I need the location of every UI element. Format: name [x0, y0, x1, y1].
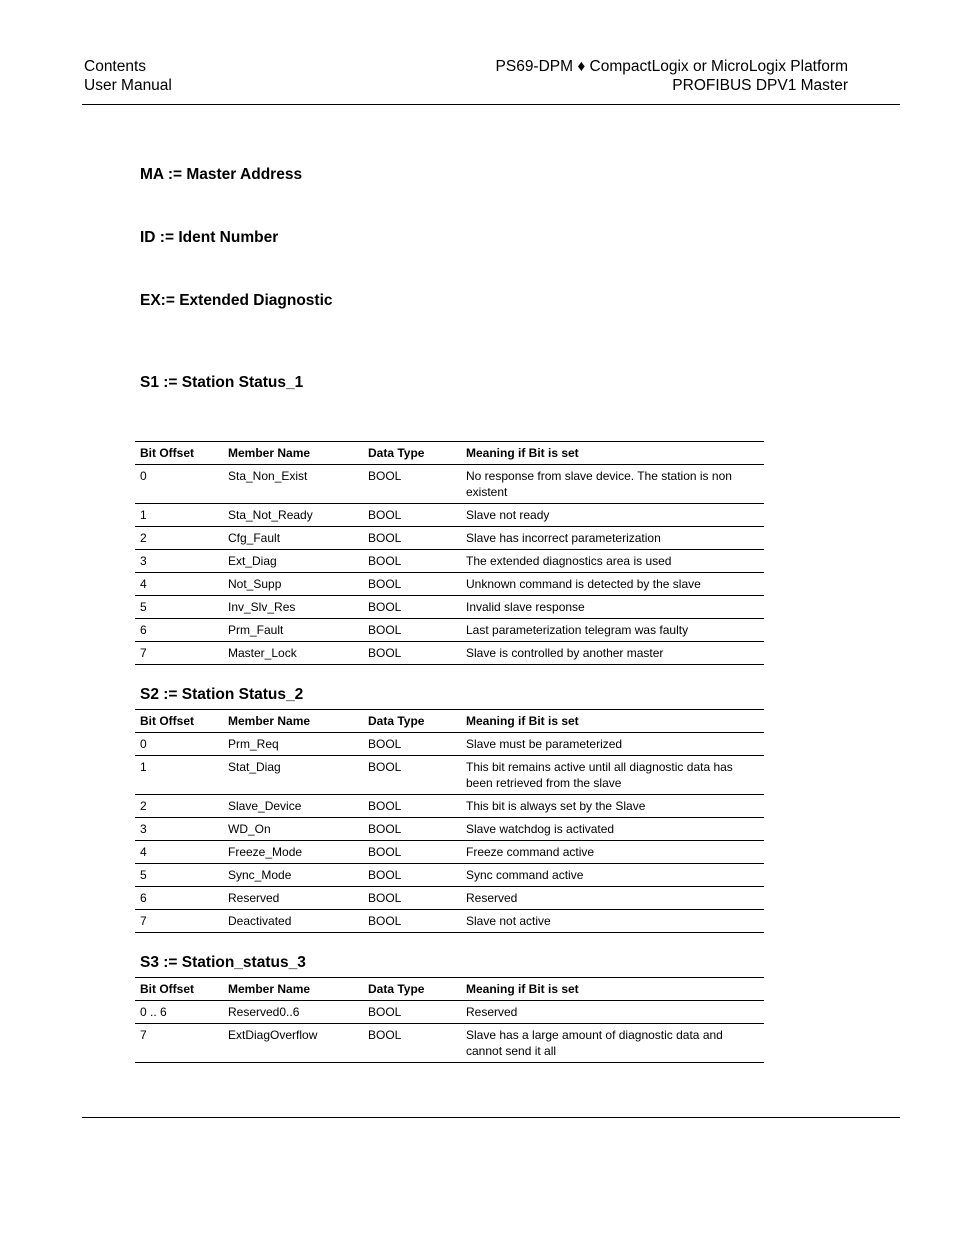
cell-meaning: Slave must be parameterized [461, 733, 764, 756]
table-row [135, 887, 764, 910]
column-header-member-name: Member Name [223, 442, 363, 465]
definition-extended-diagnostic: EX:= Extended Diagnostic [140, 292, 333, 309]
cell-member-name: Prm_Fault [223, 619, 363, 642]
cell-meaning: Slave watchdog is activated [461, 818, 764, 841]
cell-member-name: Freeze_Mode [223, 841, 363, 864]
cell-data-type: BOOL [363, 642, 461, 665]
table-row [135, 910, 764, 933]
cell-member-name: ExtDiagOverflow [223, 1024, 363, 1063]
table-row [135, 864, 764, 887]
cell-member-name: Master_Lock [223, 642, 363, 665]
cell-data-type: BOOL [363, 465, 461, 504]
table-row [135, 465, 764, 504]
cell-data-type: BOOL [363, 864, 461, 887]
header-left [84, 57, 172, 95]
column-header-meaning: Meaning if Bit is set [461, 710, 764, 733]
station-status-2-table [135, 709, 764, 933]
table-row [135, 818, 764, 841]
cell-data-type: BOOL [363, 573, 461, 596]
table-header-row [135, 978, 764, 1001]
cell-member-name: Ext_Diag [223, 550, 363, 573]
table-row [135, 527, 764, 550]
cell-member-name: WD_On [223, 818, 363, 841]
cell-bit-offset: 5 [135, 596, 223, 619]
column-header-bit-offset: Bit Offset [135, 442, 223, 465]
cell-meaning: Freeze command active [461, 841, 764, 864]
header-product: PS69-DPM ♦ CompactLogix or MicroLogix Platform [495, 58, 848, 75]
header-doc-type: User Manual [84, 77, 172, 94]
cell-bit-offset: 2 [135, 527, 223, 550]
table-row [135, 550, 764, 573]
cell-bit-offset: 7 [135, 642, 223, 665]
cell-data-type: BOOL [363, 733, 461, 756]
cell-bit-offset: 6 [135, 887, 223, 910]
column-header-bit-offset: Bit Offset [135, 978, 223, 1001]
cell-meaning: This bit is always set by the Slave [461, 795, 764, 818]
cell-member-name: Prm_Req [223, 733, 363, 756]
cell-member-name: Sta_Non_Exist [223, 465, 363, 504]
table-body [135, 465, 764, 665]
cell-data-type: BOOL [363, 596, 461, 619]
cell-data-type: BOOL [363, 550, 461, 573]
cell-data-type: BOOL [363, 527, 461, 550]
cell-bit-offset: 0 .. 6 [135, 1001, 223, 1024]
cell-data-type: BOOL [363, 756, 461, 795]
cell-member-name: Not_Supp [223, 573, 363, 596]
column-header-data-type: Data Type [363, 978, 461, 1001]
column-header-member-name: Member Name [223, 710, 363, 733]
cell-data-type: BOOL [363, 1001, 461, 1024]
table-row [135, 756, 764, 795]
cell-bit-offset: 0 [135, 465, 223, 504]
cell-member-name: Reserved [223, 887, 363, 910]
column-header-meaning: Meaning if Bit is set [461, 442, 764, 465]
table-body [135, 733, 764, 933]
cell-meaning: Reserved [461, 887, 764, 910]
table-header-row [135, 710, 764, 733]
cell-member-name: Sta_Not_Ready [223, 504, 363, 527]
cell-bit-offset: 6 [135, 619, 223, 642]
cell-bit-offset: 4 [135, 573, 223, 596]
table-row [135, 619, 764, 642]
cell-data-type: BOOL [363, 1024, 461, 1063]
cell-meaning: The extended diagnostics area is used [461, 550, 764, 573]
cell-member-name: Stat_Diag [223, 756, 363, 795]
table-title-s2: S2 := Station Status_2 [140, 686, 304, 703]
table-title-s3: S3 := Station_status_3 [140, 954, 306, 971]
cell-member-name: Inv_Slv_Res [223, 596, 363, 619]
column-header-data-type: Data Type [363, 710, 461, 733]
cell-member-name: Sync_Mode [223, 864, 363, 887]
cell-member-name: Slave_Device [223, 795, 363, 818]
column-header-bit-offset: Bit Offset [135, 710, 223, 733]
cell-meaning: Last parameterization telegram was faulty [461, 619, 764, 642]
cell-meaning: This bit remains active until all diagnostic data has been retrieved from the slave [461, 756, 764, 795]
cell-data-type: BOOL [363, 795, 461, 818]
table-row [135, 733, 764, 756]
cell-bit-offset: 1 [135, 756, 223, 795]
table-row [135, 573, 764, 596]
table-title-s1: S1 := Station Status_1 [140, 374, 304, 391]
column-header-data-type: Data Type [363, 442, 461, 465]
definition-ident-number: ID := Ident Number [140, 229, 279, 246]
cell-bit-offset: 3 [135, 818, 223, 841]
table-row [135, 596, 764, 619]
cell-meaning: Invalid slave response [461, 596, 764, 619]
table-row [135, 841, 764, 864]
cell-member-name: Reserved0..6 [223, 1001, 363, 1024]
table-row [135, 1001, 764, 1024]
cell-meaning: Slave is controlled by another master [461, 642, 764, 665]
table-header-row [135, 442, 764, 465]
cell-member-name: Deactivated [223, 910, 363, 933]
cell-bit-offset: 7 [135, 910, 223, 933]
cell-bit-offset: 4 [135, 841, 223, 864]
table-row [135, 1024, 764, 1063]
cell-meaning: Sync command active [461, 864, 764, 887]
table-row [135, 504, 764, 527]
cell-bit-offset: 5 [135, 864, 223, 887]
column-header-meaning: Meaning if Bit is set [461, 978, 764, 1001]
cell-bit-offset: 1 [135, 504, 223, 527]
table-body [135, 1001, 764, 1063]
cell-meaning: Reserved [461, 1001, 764, 1024]
cell-data-type: BOOL [363, 910, 461, 933]
cell-meaning: Slave not ready [461, 504, 764, 527]
cell-meaning: Slave has a large amount of diagnostic data and cannot send it all [461, 1024, 764, 1063]
header-section: Contents [84, 58, 147, 75]
table-row [135, 642, 764, 665]
definition-master-address: MA := Master Address [140, 166, 303, 183]
cell-meaning: Slave not active [461, 910, 764, 933]
station-status-1-table [135, 441, 764, 665]
cell-bit-offset: 3 [135, 550, 223, 573]
cell-bit-offset: 2 [135, 795, 223, 818]
header-right [496, 57, 848, 95]
header-divider [82, 104, 900, 105]
cell-data-type: BOOL [363, 619, 461, 642]
station-status-3-table [135, 977, 764, 1063]
cell-data-type: BOOL [363, 818, 461, 841]
cell-data-type: BOOL [363, 887, 461, 910]
cell-member-name: Cfg_Fault [223, 527, 363, 550]
cell-meaning: Slave has incorrect parameterization [461, 527, 764, 550]
cell-meaning: No response from slave device. The station is non existent [461, 465, 764, 504]
header-subtitle: PROFIBUS DPV1 Master [672, 77, 848, 94]
cell-data-type: BOOL [363, 504, 461, 527]
column-header-member-name: Member Name [223, 978, 363, 1001]
table-row [135, 795, 764, 818]
cell-data-type: BOOL [363, 841, 461, 864]
cell-meaning: Unknown command is detected by the slave [461, 573, 764, 596]
cell-bit-offset: 0 [135, 733, 223, 756]
cell-bit-offset: 7 [135, 1024, 223, 1063]
footer-divider [82, 1117, 900, 1118]
